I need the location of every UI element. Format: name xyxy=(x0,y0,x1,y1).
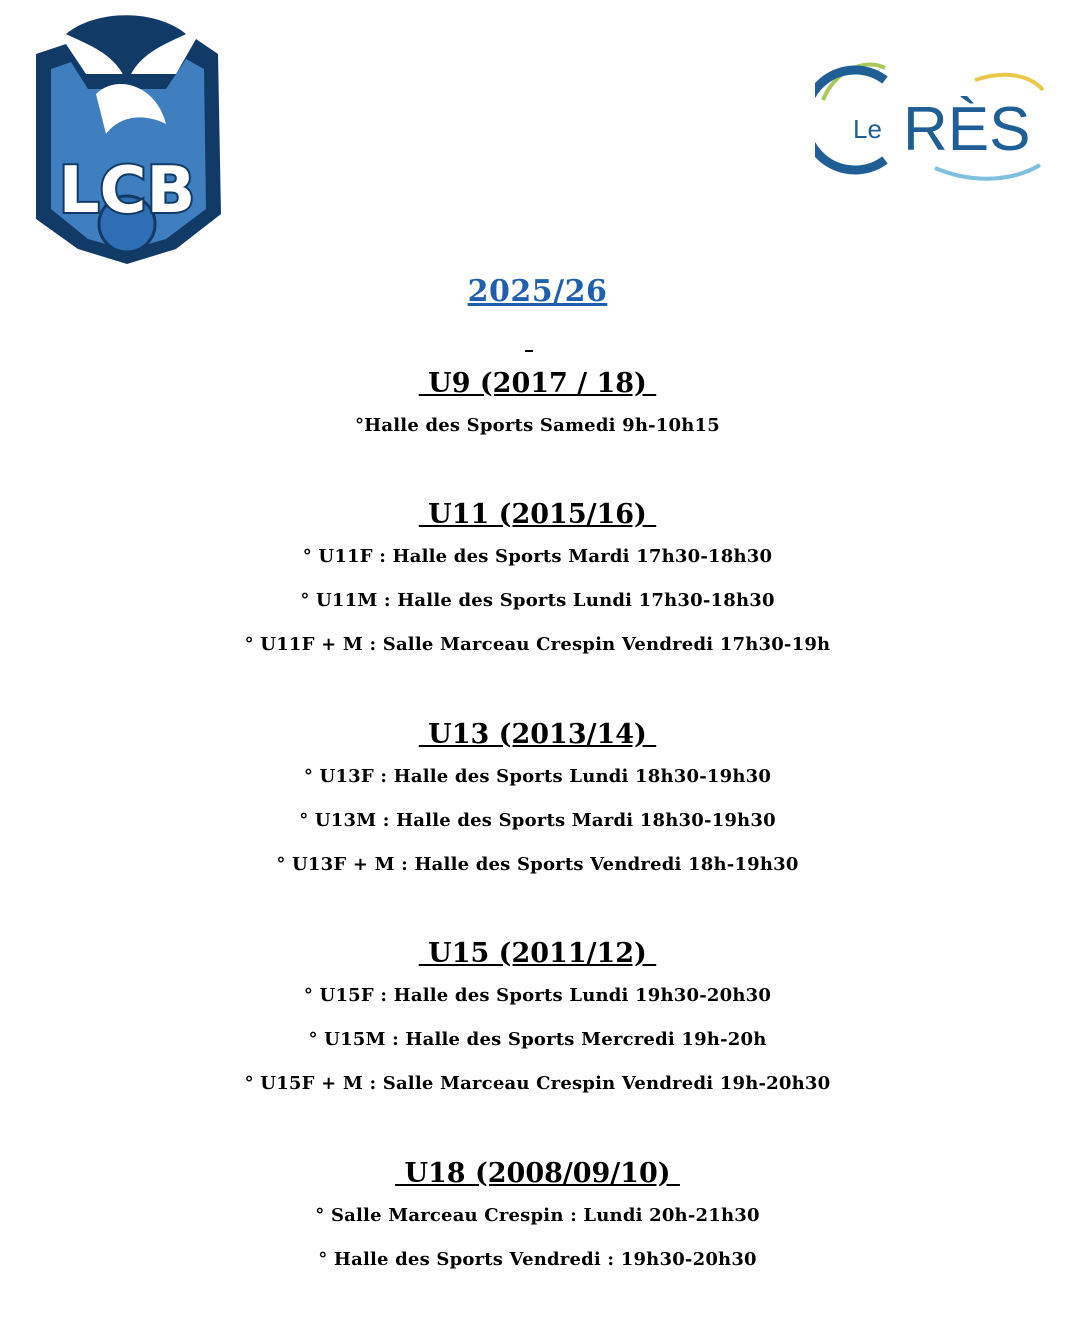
schedule-line: ° U13F : Halle des Sports Lundi 18h30-19h30 xyxy=(303,766,772,787)
group-u9 xyxy=(0,364,1075,448)
group-u13 xyxy=(0,715,1075,887)
svg-text:Le: Le xyxy=(853,114,882,144)
le-cres-logo xyxy=(815,50,1050,190)
schedule-line: ° U15F + M : Salle Marceau Crespin Vendredi 19h-20h30 xyxy=(244,1073,831,1094)
schedule-line: ° Salle Marceau Crespin : Lundi 20h-21h30 xyxy=(315,1205,760,1226)
season-title: 2025/26 xyxy=(467,274,608,309)
lcb-club-logo xyxy=(26,14,228,270)
group-heading: U9 (2017 / 18) xyxy=(418,368,657,399)
schedule-line: ° U11F : Halle des Sports Mardi 17h30-18h30 xyxy=(302,546,773,567)
schedule-line: ° U13M : Halle des Sports Mardi 18h30-19h30 xyxy=(299,810,776,831)
schedule-line: ° U15M : Halle des Sports Mercredi 19h-20h xyxy=(308,1029,767,1050)
schedule-line: °Halle des Sports Samedi 9h-10h15 xyxy=(354,415,720,436)
svg-text:RÈS: RÈS xyxy=(903,95,1031,164)
separator-dash xyxy=(525,350,533,352)
group-u15 xyxy=(0,934,1075,1106)
group-heading: U11 (2015/16) xyxy=(418,499,657,530)
schedule-line: ° U13F + M : Halle des Sports Vendredi 18h-19h30 xyxy=(276,854,799,875)
group-heading: U15 (2011/12) xyxy=(418,938,657,969)
group-heading: U18 (2008/09/10) xyxy=(395,1158,680,1189)
schedule-line: ° U11M : Halle des Sports Lundi 17h30-18h30 xyxy=(300,590,775,611)
group-u11 xyxy=(0,495,1075,667)
schedule-line: ° Halle des Sports Vendredi : 19h30-20h30 xyxy=(318,1249,757,1270)
group-heading: U13 (2013/14) xyxy=(418,719,657,750)
group-u18 xyxy=(0,1154,1075,1282)
schedule-line: ° U15F : Halle des Sports Lundi 19h30-20h30 xyxy=(303,985,772,1006)
schedule-line: ° U11F + M : Salle Marceau Crespin Vendredi 17h30-19h xyxy=(244,634,831,655)
lcb-logo-text: LCB xyxy=(58,154,196,228)
